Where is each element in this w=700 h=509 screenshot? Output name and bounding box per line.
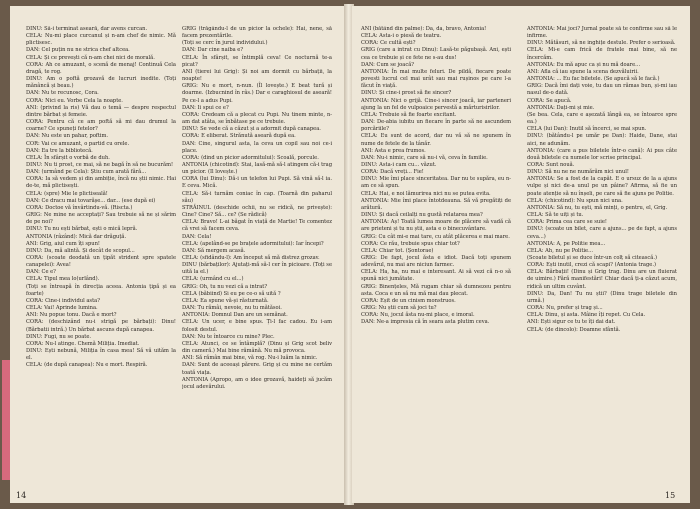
dialogue-line: ANTONIA: În mai multe feluri. De pildă, fiecare poate povesti lucrul cel mai urât sau mai rușinos pe care l-a făcut în viață. bbox=[361, 68, 511, 90]
dialogue-line: GRIG: Cu cât mi-e mai tare, cu atât plăcerea e mai mare. bbox=[361, 233, 510, 240]
left-page-column-1 bbox=[26, 26, 176, 484]
dialogue-line: CORA (lui Dinu): Dă-i un telefon lui Pupi. Să vină să-l ia. E ceva. Mică. bbox=[182, 176, 332, 190]
dialogue-line: GRIG: Binențeles, Mă rugam chiar să dumnezeu pentru asta. Coca e un să nu mă mai dau plecat. bbox=[361, 283, 511, 297]
dialogue-line: CELA: Ea spune vă-și răsturnată. bbox=[182, 297, 269, 304]
dialogue-line: CELA: Și ce prevești că n-am chei nici de morală. bbox=[26, 54, 155, 61]
dialogue-line: (Se bea. Cela, care e așezată lângă ea, se întoarce spre ea.) bbox=[527, 111, 677, 126]
dialogue-line: CELA (băbiind) Si eu pe ce-o să uită ? bbox=[182, 290, 281, 297]
right-page-column-1 bbox=[361, 26, 511, 484]
dialogue-line: CORA: Nu-l atinge. Chemă Miliția. Imediat. bbox=[26, 340, 140, 347]
dialogue-line: CORA: Ești inutil, crezi că scapi? (Antonia trage.) bbox=[527, 262, 656, 269]
dialogue-line: CORA: Pentru că ce am poftă să mi dau drumul la coarne? Ce spuneți fetelor? bbox=[26, 119, 176, 133]
dialogue-line: CORA: (deschizând nu-i strigă pe bărbați): Dinu! (Bărbatii intră.) Un bărbat ascuns după canapea. bbox=[26, 319, 176, 333]
dialogue-line: CELA: Eu sunt de acord, dar nu vă să ne spunem în nume de fetele de la tânăr. bbox=[361, 133, 511, 147]
dialogue-line: CORA: Doctoe vă învârtindu-vă. (Riscta.) bbox=[26, 204, 133, 211]
dialogue-line: DAN: Cine, singurul asta, la ceva un copil sau noi ce-i place. bbox=[182, 140, 332, 154]
dialogue-line: ANTONIA: Să nu, tu ești, mă minți, o pentru, el, Grig. bbox=[527, 204, 668, 211]
dialogue-line: DINU: Să nu ne ne numărăm nici unul! bbox=[527, 169, 629, 176]
dialogue-line: CORA: Nu, jocul ăsta nu-mi place, e imoral. bbox=[361, 312, 475, 319]
dialogue-line: CORA: Ah ce amuzant, o scenă de menaj! Continuă Cela dragă, te rog. bbox=[26, 61, 176, 75]
dialogue-line: ANI (tierei lui Grig): Și noi am dormit cu bărbații, la noapte! bbox=[182, 68, 332, 83]
dialogue-line: CELA: Bărbații! (Dinu și Grig trag. Dinu are un fluierat de uimire.) Fără manifestări! Chiar dacă ți-a căzut acum, ridică un ultim cuvânt. bbox=[527, 269, 677, 290]
dialogue-line: ANI: Nu popue tonu. Dacă e mort? bbox=[26, 312, 117, 319]
dialogue-line: CELA: Asta-i o piesă de teatru. bbox=[361, 33, 442, 40]
dialogue-line: (Scoate biletul și se duce într-un colț să citească.) bbox=[527, 255, 658, 261]
dialogue-line: STRĂINUL (deschide ochii, nu se ridică, ne privește): Cine? Cine? Să... ce? (Se rădică) bbox=[182, 204, 332, 219]
dialogue-line: ANI: Să rămân mai bine, vă rog. Nu-i luăm la nimic. bbox=[182, 355, 318, 362]
dialogue-line: CELA: Vai! Aprinde lumina. bbox=[26, 305, 98, 312]
dialogue-line: DAN: Ce dracu mai tovarășe... dar... (ese după ei) bbox=[26, 197, 156, 204]
dialogue-line: CELA: Un ucer, e bine spus. Ți-l fac cadou. Eu i-am folosit destul. bbox=[182, 319, 332, 333]
dialogue-line: DAN: De-abia iubitu un fiecare în parte să ne ascundem porcăriile? bbox=[361, 119, 511, 133]
dialogue-line: GRIG: Nu știi cum să joci tu? bbox=[361, 305, 437, 312]
dialogue-line: CORA: Nu, prefer și trag și... bbox=[527, 305, 603, 312]
dialogue-line: CELA: Atunci, ce se întâmplă? (Dinu și Grig scot beliv din cameră.) Mai bine rămână. Nu mă provoca. bbox=[182, 340, 332, 355]
dialogue-line: DINU: Ești nebună, Miliția în casa mea! Să vă uităm la el. bbox=[26, 348, 176, 362]
dialogue-line: CORA: Sunt nouă. bbox=[527, 161, 575, 168]
dialogue-line: DINU: Da, mă alintă. Și decât de scopul... bbox=[26, 247, 135, 254]
dialogue-line: DAN: Ne-a impresia că în seara asta plutim ceva. bbox=[361, 319, 490, 326]
page-number: 15 bbox=[665, 491, 676, 500]
dialogue-line: GRIG: Ne mine ne acceptați? Sau trebuie să ne și sărim de pe noi? bbox=[26, 212, 176, 226]
dialogue-line: CORA: Prima cea care se suie! bbox=[527, 219, 607, 226]
dialogue-line: CELA (lui Dan): Inutil să încerci, se mai spun. bbox=[527, 126, 647, 133]
dialogue-line: CELA: Mi-e cam frică de fratele mai bine, să ne încercăm. bbox=[527, 47, 677, 61]
dialogue-line: DINU: (scoate un bilet, care a ajuns... pe de fapt, a ajuns ceva...) bbox=[527, 226, 677, 240]
dialogue-line: ANTONIA: ... Eu fac biletele. (Se apucă să le facă.) bbox=[527, 76, 660, 83]
dialogue-line: GRIG: Oh, tu nu vezi că a intrat? bbox=[182, 283, 268, 290]
dialogue-line: DAN: Să mergem acasă. bbox=[182, 247, 246, 254]
dialogue-line: DINU: Fugi, nu se poate. bbox=[26, 333, 92, 340]
dialogue-line: ANI: Ești sigur ce tu te îți dai dat. bbox=[527, 319, 616, 326]
dialogue-line: DINU: Nu ti prost, ce mai, să ne bagă în să ne bucurăm! bbox=[26, 161, 174, 168]
dialogue-line: DAN: Nu este un pahar, poftim. bbox=[26, 133, 109, 140]
left-page bbox=[10, 6, 346, 503]
dialogue-line: ANI: Asta e prea frumos. bbox=[361, 147, 426, 154]
dialogue-line: CORA: Cine-i individul asta? bbox=[26, 297, 100, 304]
dialogue-line: DINU: Mie îmi place sinceritatea. Dar nu te supăra, eu n-am ce să spun. bbox=[361, 176, 511, 190]
dialogue-line: CELA: În sfârșit o vorbă de duh. bbox=[26, 154, 110, 161]
dialogue-line: CELA: Ha, ha, nu mai e interesant. Ai să vezi că n-o să spună nici jumătate. bbox=[361, 269, 511, 283]
right-page-column-2 bbox=[527, 26, 677, 484]
dialogue-line: CORA: E eliberat. Strănută aseară după ea. bbox=[182, 133, 296, 140]
dialogue-line: CELA: (urmând cu el...) bbox=[182, 276, 244, 283]
dialogue-line: DINU: Și dacă ceilalți nu gustă relatarea mea? bbox=[361, 212, 483, 219]
dialogue-line: DAN: Nu te întoarce cu mine? Plec. bbox=[182, 333, 275, 340]
dialogue-line: GRIG (care a intrat cu Dinu): Lasă-te păgubașă. Ani, ești cea ce trebuie și ce fete ne s-au dus! bbox=[361, 47, 511, 61]
dialogue-line: DAN: Ii spui ce e? bbox=[182, 104, 229, 111]
dialogue-line: GRIG (trăgându-l de un picior la ochele): Hai, nene, să facem prezentările. bbox=[182, 26, 332, 40]
dialogue-line: GRIG: De fapt, jocul ăsta e idiot. Dacă toți spunem adevărul, nu mai are niciun farmec. bbox=[361, 255, 511, 269]
dialogue-line: DAN: Ea tre la bibliotecă. bbox=[26, 147, 93, 154]
dialogue-line: ANTONIA: Mai joci? Jurnal poate să te confirme sau să le infirme. bbox=[527, 26, 677, 40]
dialogue-line: DINU: Și cine-i prost să fie sincer? bbox=[361, 90, 452, 97]
dialogue-line: DAN: Nu te recunosc, Cora. bbox=[26, 90, 99, 97]
dialogue-line: DINU: Mătăsuri, să ne inghițe destule. Prefer o serioasă. bbox=[527, 40, 676, 47]
dialogue-line: CELA: În sfârșit, se întimplă ceva! Ce nocturnă te-a picat? bbox=[182, 54, 332, 68]
dialogue-line: (Toți se întreapă în direcția aceea. Antonia țipă și ea foarte) bbox=[26, 283, 176, 297]
dialogue-line: DINU: Da, Dan! Tu nu știi? (Dinu trage biletele din urmă.) bbox=[527, 290, 677, 304]
dialogue-line: DINU: (bătându-l pe umăr pe Dan): Haide, Dane, stai aici, ne adunăm. bbox=[527, 133, 677, 147]
dialogue-line: DINU: Am o poftă grozavă de lucruri inedite. (Toți mănâncă și beau.) bbox=[26, 76, 176, 90]
dialogue-line: CELA: Bravo! L-ai băgat în viață de Martie! Te comentez că vrei să facem ceva. bbox=[182, 219, 332, 233]
dialogue-line: CORA: Ce rău, trebuie spus chiar tot? bbox=[361, 240, 460, 247]
dialogue-line: ANTONIA (Apropo, am o idee grozavă, haideți să jucăm jocul adevărului. bbox=[182, 376, 332, 390]
dialogue-line: ANI (bătând din palme): Da, da, bravo, Antonia! bbox=[361, 26, 487, 32]
dialogue-line: ANI: (privind la ris) Vă dau o temă — despre respectul dintre bărbat și femeie. bbox=[26, 104, 176, 118]
bookmark-ribbon bbox=[2, 360, 10, 480]
dialogue-line: CELA: (de după canapea): Nu e mort. Respiră. bbox=[26, 362, 148, 369]
dialogue-line: CORA: (scoate deodată un țipăt strident spre spatele canapelei): Avea! bbox=[26, 255, 176, 269]
dialogue-line: CORA: Se apucă. bbox=[527, 97, 572, 104]
dialogue-line: DAN: Nu-i nimic, care să nu-i vă, ceva în familie. bbox=[361, 154, 488, 161]
dialogue-line: ANTONIA: Nici o grijă. Cine-i sincer joacă, iar parteneri ajung la un fel de vulpoaice pervestă a mărturisirilor. bbox=[361, 97, 511, 111]
dialogue-line: ANTONIA (râzând): Mică dar drăguță. bbox=[26, 233, 127, 240]
left-page-column-2 bbox=[182, 26, 332, 484]
dialogue-line: DAN: (urmând pe Cela): Știu cum arată fără... bbox=[26, 169, 147, 176]
dialogue-line: CELA: (chicotind): Nu spun nici una. bbox=[527, 197, 623, 204]
dialogue-line: CELA: (apelând-se pe brațele adormitului): Iar începi? bbox=[182, 240, 324, 247]
dialogue-line: CELA: Să te uiți și tu. bbox=[527, 212, 584, 219]
dialogue-line: CELA: Ah, nu pe Politie... bbox=[527, 247, 593, 254]
dialogue-line: CELA: Să-i turnăm coniac în cap. (Toarnă din paharul său) bbox=[182, 190, 332, 204]
dialogue-line: DAN: Tu rămâi, nevoie, nu tu mătăsoi. bbox=[182, 305, 282, 312]
dialogue-line: DINU (bărbaților): Ajutați-mă să-l cer în picioare. (Toți se uită la el.) bbox=[182, 262, 332, 276]
dialogue-line: DINU: Asta-i cam cu... văzut. bbox=[361, 161, 437, 168]
dialogue-line: ANTONIA: A, pe Politie mea... bbox=[527, 240, 606, 247]
page-number: 14 bbox=[16, 491, 27, 500]
dialogue-line: COR: Vai ce amuzant, o partid cu orele. bbox=[26, 140, 130, 147]
dialogue-line: CORA: (dind un picior adormitului): Scoală, porcule. bbox=[182, 154, 319, 161]
dialogue-line: CORA: Dacă vreți... Fie! bbox=[361, 169, 424, 176]
dialogue-line: DAN: Dar cine naiba e? bbox=[182, 47, 244, 54]
dialogue-line: DAN: Cum se joacă? bbox=[361, 61, 415, 68]
dialogue-line: DAN: Cel puțin nu ne strica chef altcea. bbox=[26, 47, 130, 54]
dialogue-line: GRIG: Dacă îmi dați voie, tu dau un rămas bun, și-mi iau nasul de-o dată. bbox=[527, 83, 677, 97]
dialogue-line: DAN: Ce e? bbox=[26, 269, 56, 276]
dialogue-line: DAN: Sunt de aceeași părere. Grig și cu mine ne certăm toată viața. bbox=[182, 362, 332, 376]
dialogue-line: CELA: (spre) Mie le plictiseală! bbox=[26, 190, 108, 197]
dialogue-line: DINU: Să-i terminat aseară, dar avens curcan. bbox=[26, 26, 148, 32]
dialogue-line: CORA: Ce cultă ești? bbox=[361, 40, 416, 47]
dialogue-line: CELA: (de dincolo): Doamne sfântă. bbox=[527, 326, 621, 333]
dialogue-line: ANTONIA: Se a fost de la capăt. E o ursuz de la a ajuns vulpe și nici de-a unul pe un pâine? Afirma, să fie un poate atenție să nu înșeli, pe care să fie ajuns pe Politie. bbox=[527, 176, 677, 197]
dialogue-line: ANTONIA: Aș! Toată lumea moare de plăcere să vadă că are prieteni și tu nu știi, asta e o binecuvântare. bbox=[361, 219, 511, 233]
dialogue-line: CELA: Chiar tot. (Șontorae) bbox=[361, 247, 434, 254]
dialogue-line: DINU: Tu nu ești bărbat, ești o mică lepră. bbox=[26, 226, 138, 233]
dialogue-line: DINU: Se vede că a căzut și a adormit după canapea. bbox=[182, 126, 321, 133]
dialogue-line: ANTONIA: Domnul Dan are un semănat. bbox=[182, 312, 288, 319]
dialogue-line: CELA: Trebuie să fie foarte excitant. bbox=[361, 111, 457, 118]
dialogue-line: CELA: Nu-mi place curcanul și n-am chef de nimic. Mă plictisesc. bbox=[26, 33, 176, 47]
dialogue-line: ANTONIA: (care a pus biletele într-o cană): Ai pus câte două biletele cu numele lor scrise principal. bbox=[527, 147, 677, 161]
dialogue-line: CORA: Credeam că a plecat cu Pupi. Nu tinem minte, n-am dat atâta, se înbătase pe ce trebuie. bbox=[182, 111, 332, 126]
dialogue-line: GRIG: Nu e mort, n-nun. (Îl lovește.) E beat tură și doarme. (Izbucnind în râs.) Dar e caraghiosul de aseară! Pe ce-l a adus Pupi. bbox=[182, 83, 332, 104]
dialogue-line: (Toți se cerc în jurul individului.) bbox=[182, 40, 268, 47]
dialogue-line: CELA: Hai, e noi lămurirea nici nu se putea evita. bbox=[361, 190, 491, 197]
dialogue-line: ANTONIA: Dați-mi și mie. bbox=[527, 104, 595, 111]
dialogue-line: CELA: Tipul mea lo(urlând). bbox=[26, 276, 100, 283]
dialogue-line: ANTONIA (chicotind): Stai, lasă-mă să-l atingem că-i trag un picior. (Il lovește.) bbox=[182, 161, 332, 176]
dialogue-line: CELA: (sfidându-l): Am început să mă distrez grozav. bbox=[182, 255, 320, 261]
dialogue-line: CORA: Nici eu. Vorbe Cela la noapte. bbox=[26, 97, 123, 104]
dialogue-line: ANI: Afla că iau spune la scena dezvăluirii. bbox=[527, 68, 639, 75]
right-page bbox=[352, 6, 690, 503]
dialogue-line: CORA: Ia să vedem și din ambiție, încă nu știi nimic. Hai de-te, mă plictisești. bbox=[26, 176, 176, 190]
dialogue-line: ANI: Grig, aiul cum îți spun! bbox=[26, 240, 100, 247]
dialogue-line: CELA: Dinu, și asta. Mâine îți repet. Cu Cela. bbox=[527, 312, 646, 319]
dialogue-line: ANTONIA: Mie îmi place întotdeauna. Să vă pregătiți de arătură. bbox=[361, 197, 511, 211]
dialogue-line: DAN: Cela! bbox=[182, 233, 212, 240]
dialogue-line: ANTONIA: Eu mă apuc ca și nu mă doare... bbox=[527, 61, 641, 68]
dialogue-line: CORA: Eșit de un cinism monstruos. bbox=[361, 297, 456, 304]
